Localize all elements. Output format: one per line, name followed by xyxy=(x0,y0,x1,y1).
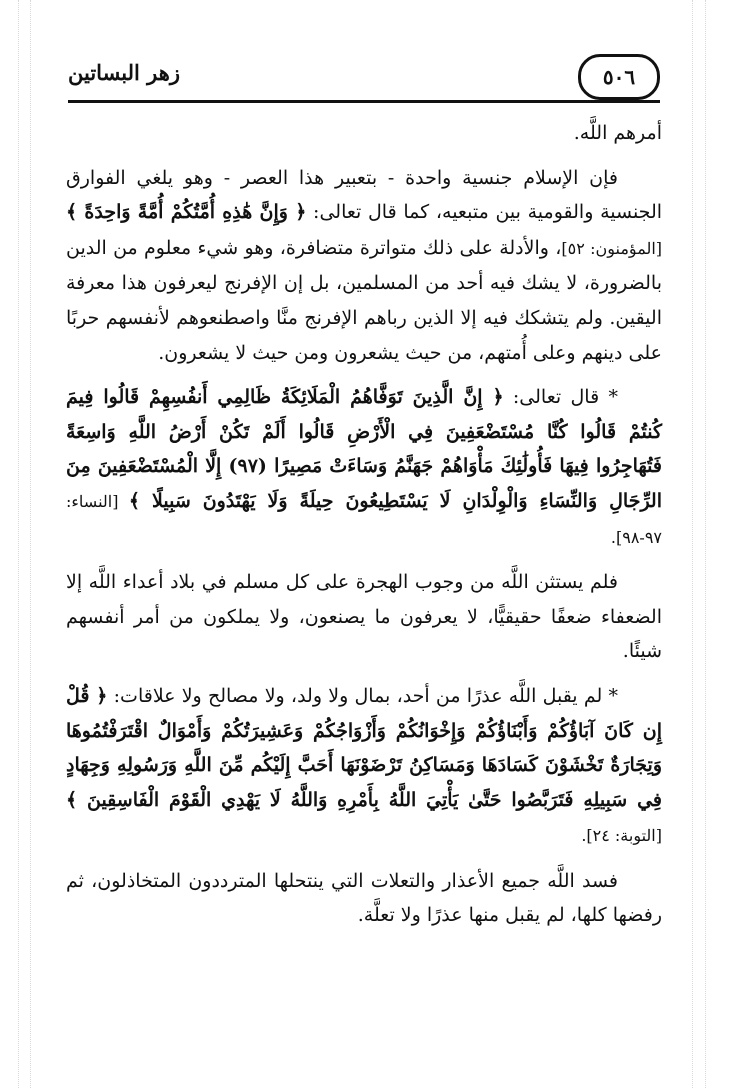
page-number-badge xyxy=(578,54,660,100)
paragraph-1 xyxy=(66,116,662,151)
paragraph-5 xyxy=(66,679,662,854)
paragraph-text: أمرهم اللَّه. xyxy=(573,122,662,144)
quran-verse: ﴿ وَإِنَّ هَٰذِهِ أُمَّتُكُمْ أُمَّةً وَاحِدَةً ﴾ xyxy=(66,201,307,224)
paragraph-text: فسد اللَّه جميع الأعذار والتعلات التي ينتحلها المترددون المتخاذلون، ثم رفضها كلها، لم يقبل منها عذرًا ولا تعلَّة. xyxy=(66,869,662,927)
paragraph-text: * قال تعالى: xyxy=(503,386,618,409)
paragraph-2 xyxy=(66,161,662,371)
paragraph-text: فلم يستثن اللَّه من وجوب الهجرة على كل مسلم في بلاد أعداء اللَّه إلا الضعفاء ضعفًا حقيقيًّا، لا يعرفون ما يصنعون، ولا يملكون من أمر أنفسهم شيئًا. xyxy=(66,571,662,663)
verse-reference: [النساء: ٩٧-٩٨]. xyxy=(66,491,662,547)
page-header xyxy=(68,50,660,104)
running-title: زهر البساتين xyxy=(68,60,180,85)
paragraph-3 xyxy=(66,380,662,555)
scan-guide-line xyxy=(30,0,31,1088)
paragraph-text: فإن الإسلام جنسية واحدة - بتعبير هذا العصر - وهو يلغي الفوارق الجنسية والقومية بين متبعيه، كما قال تعالى: xyxy=(66,166,663,224)
page-number: ٥٠٦ xyxy=(602,65,636,89)
paragraph-6 xyxy=(66,864,662,933)
paragraph-text: * لم يقبل اللَّه عذرًا من أحد، بمال ولا ولد، ولا مصالح ولا علاقات: xyxy=(107,684,618,707)
scan-guide-line xyxy=(692,0,693,1088)
page-body xyxy=(66,116,662,933)
scan-guide-line xyxy=(18,0,19,1088)
paragraph-4 xyxy=(66,565,662,669)
verse-reference: [المؤمنون: ٥٢] xyxy=(561,238,663,258)
scan-guide-line xyxy=(705,0,706,1088)
header-rule xyxy=(68,100,660,103)
quran-verse: ﴿ إِنَّ الَّذِينَ تَوَفَّاهُمُ الْمَلَائِكَةُ ظَالِمِي أَنفُسِهِمْ قَالُوا فِيمَ كُنتُمْ قَالُوا كُنَّا مُسْتَضْعَفِينَ فِي الْأَرْضِ قَالُوا أَلَمْ تَكُنْ أَرْضُ اللَّهِ وَاسِعَةً فَتُهَاجِرُوا فِيهَا فَأُولَٰئِكَ مَأْوَاهُمْ جَهَنَّمُ وَسَاءَتْ مَصِيرًا (٩٧) إِلَّا الْمُسْتَضْعَفِينَ مِنَ الرِّجَالِ وَالنِّسَاءِ وَالْوِلْدَانِ لَا يَسْتَطِيعُونَ حِيلَةً وَلَا يَهْتَدُونَ سَبِيلًا ﴾ xyxy=(66,386,663,512)
paragraph-text: ، والأدلة على ذلك متواترة متضافرة، وهو شيء معلوم من الدين بالضرورة، لا يشك فيه أحد من المسلمين، بل إن الإفرنج ليعرفون هذا معرفة اليقين. ولم يتشكك فيه إلا الذين رباهم الإفرنج منَّا واصطنعوهم لأنفسهم حربًا على دينهم وعلى أُمتهم، من حيث يشعرون ومن حيث لا يشعرون. xyxy=(66,236,662,364)
verse-reference: [التوبة: ٢٤]. xyxy=(581,826,662,846)
quran-verse: ﴿ قُلْ إِن كَانَ آبَاؤُكُمْ وَأَبْنَاؤُكُمْ وَإِخْوَانُكُمْ وَأَزْوَاجُكُمْ وَعَشِيرَتُكُمْ وَأَمْوَالٌ اقْتَرَفْتُمُوهَا وَتِجَارَةٌ تَخْشَوْنَ كَسَادَهَا وَمَسَاكِنُ تَرْضَوْنَهَا أَحَبَّ إِلَيْكُم مِّنَ اللَّهِ وَرَسُولِهِ وَجِهَادٍ فِي سَبِيلِهِ فَتَرَبَّصُوا حَتَّىٰ يَأْتِيَ اللَّهُ بِأَمْرِهِ وَاللَّهُ لَا يَهْدِي الْقَوْمَ الْفَاسِقِينَ ﴾ xyxy=(66,684,662,811)
